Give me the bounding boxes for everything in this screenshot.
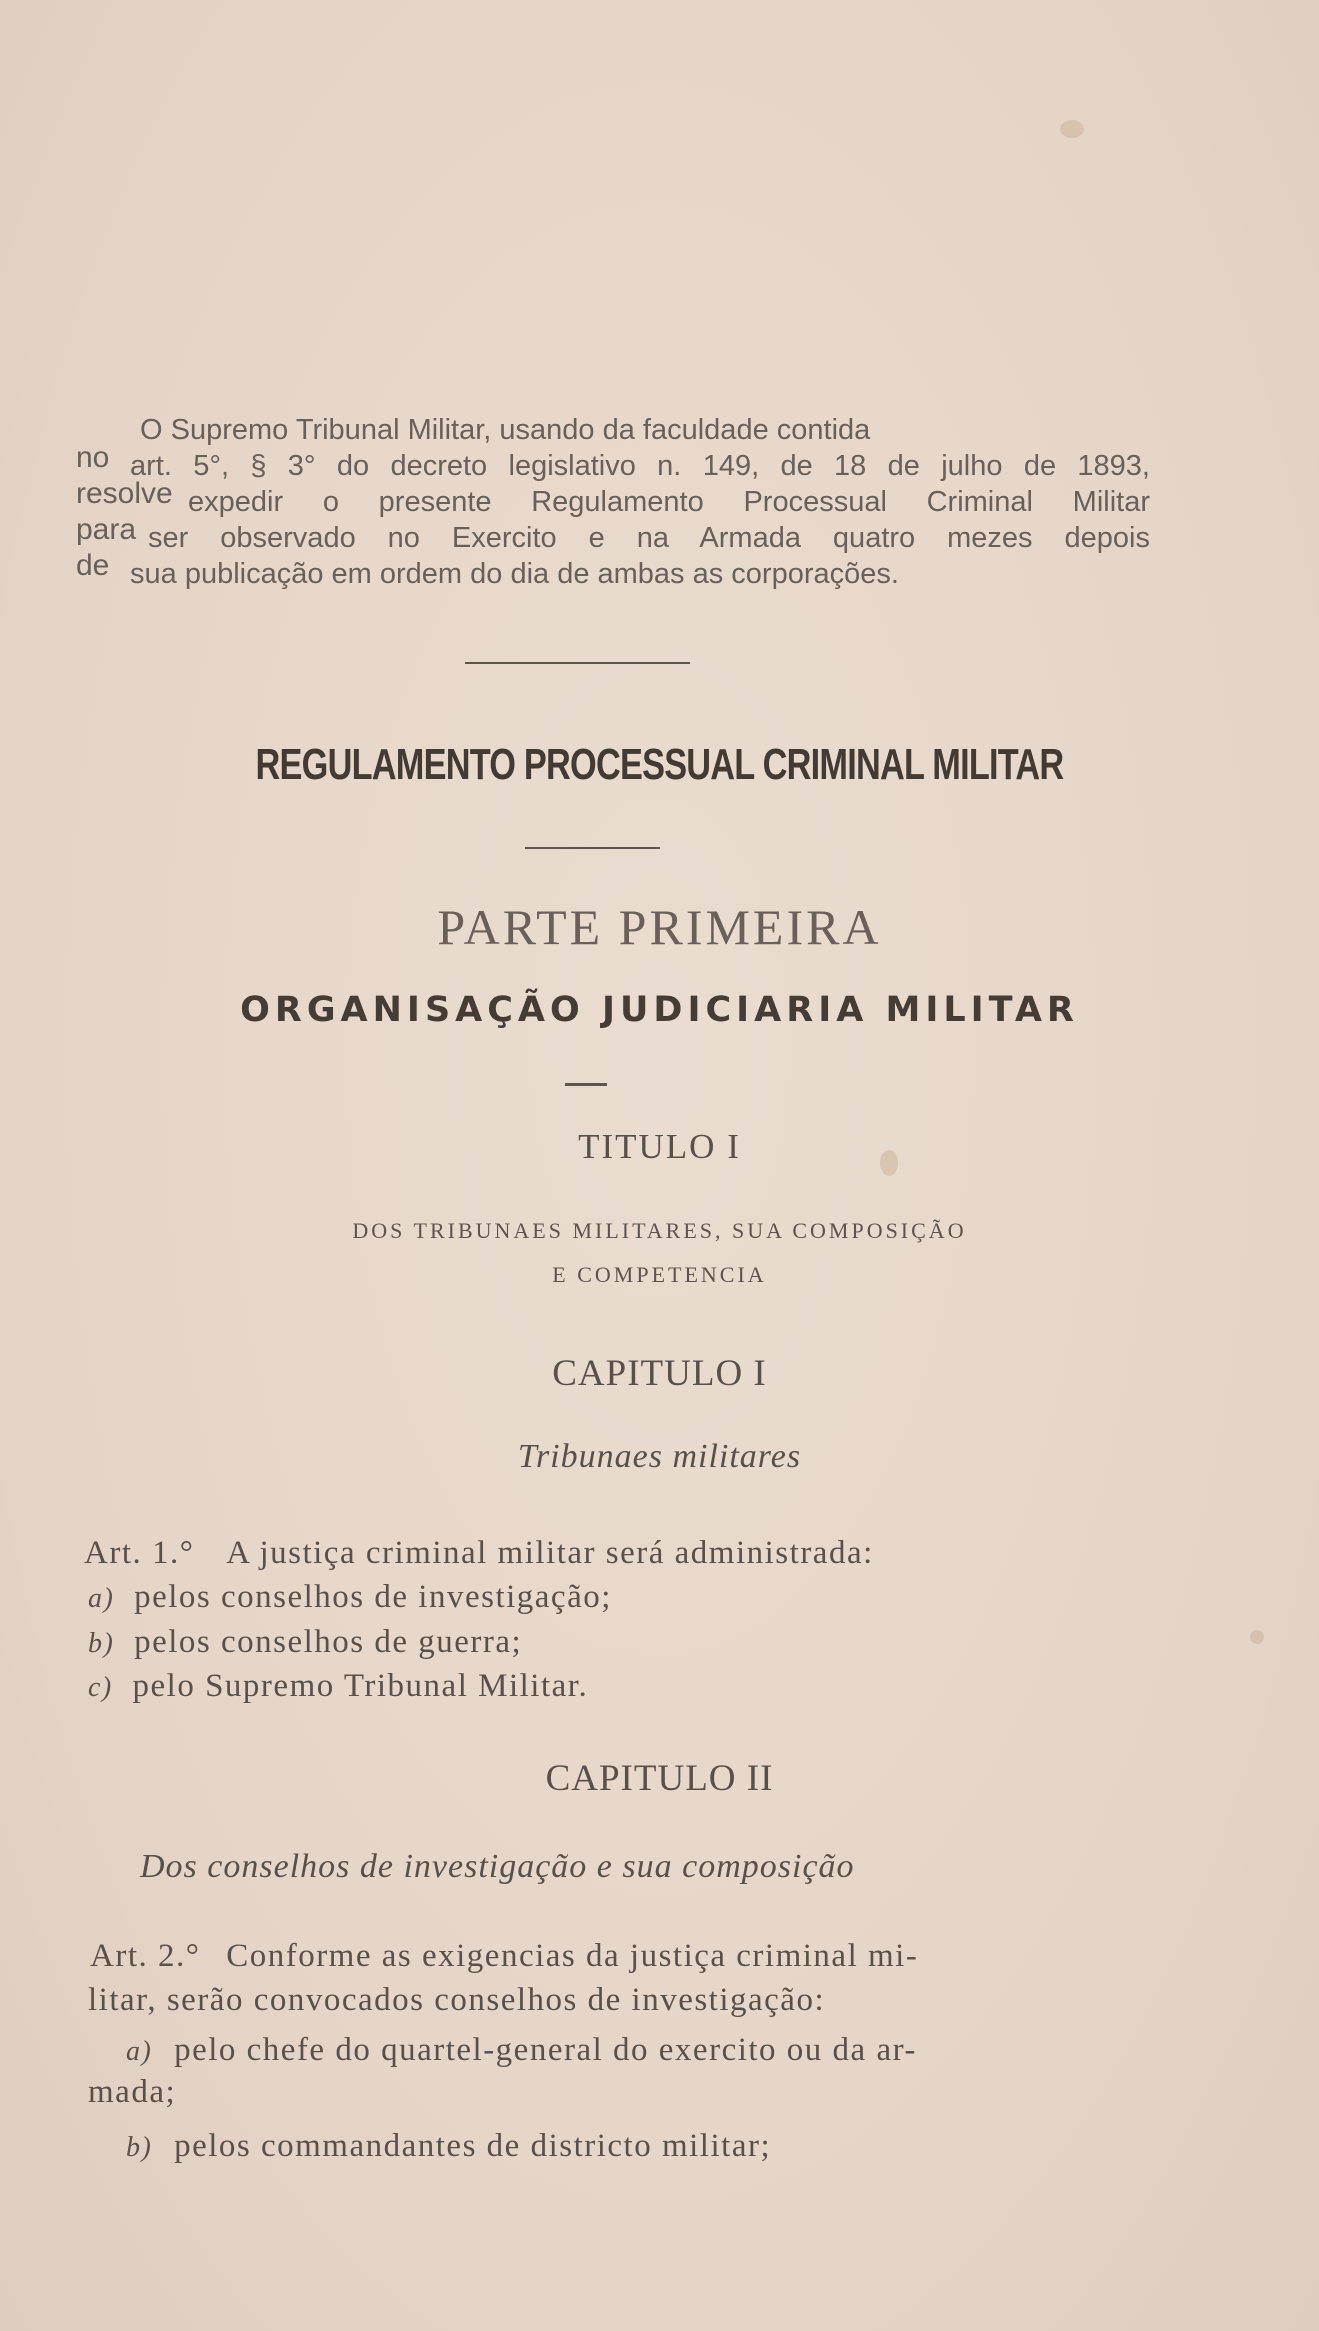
article-label: Art. 1.° <box>84 1535 195 1571</box>
intro-line: de sua publicação em ordem do dia de ambas as corporações. <box>76 549 899 590</box>
chapter-heading: CAPITULO II <box>545 1758 774 1799</box>
chapter-heading: CAPITULO I <box>552 1353 767 1394</box>
list-item: b) pelos conselhos de guerra; <box>88 1624 523 1660</box>
chapter-subheading: Dos conselhos de investigação e sua composição <box>140 1848 855 1885</box>
list-item: c) pelo Supremo Tribunal Militar. <box>88 1668 589 1704</box>
article-2-line: litar, serão convocados conselhos de investigação: <box>88 1982 826 2018</box>
part-subheading: ORGANISAÇÃO JUDICIARIA MILITAR <box>240 990 1079 1030</box>
part-heading: PARTE PRIMEIRA <box>437 899 882 955</box>
list-item: a) pelos conselhos de investigação; <box>88 1579 612 1615</box>
article-label: Art. 2.° <box>90 1938 201 1974</box>
title-subheading: DOS TRIBUNAES MILITARES, SUA COMPOSIÇÃO <box>352 1218 967 1243</box>
document-title: REGULAMENTO PROCESSUAL CRIMINAL MILITAR <box>255 740 1064 789</box>
divider-rule <box>465 662 690 664</box>
intro-line: resolve expedir o presente Regulamento Processual Criminal Militar <box>76 477 1150 518</box>
list-item-continuation: mada; <box>88 2074 177 2110</box>
chapter-subheading: Tribunaes militares <box>517 1438 802 1475</box>
divider-rule <box>565 1083 607 1086</box>
paper-stain <box>1250 1630 1264 1644</box>
intro-line: para ser observado no Exercito e na Armada quatro mezes depois <box>76 513 1150 554</box>
article-1 <box>84 1535 874 1572</box>
intro-line: O Supremo Tribunal Militar, usando da faculdade contida <box>140 414 871 446</box>
intro-paragraph <box>76 412 1150 592</box>
title-heading: TITULO I <box>578 1127 741 1166</box>
article-text: A justiça criminal militar será administrada: <box>226 1535 874 1571</box>
article-2-line: Art. 2.° Conforme as exigencias da justiça criminal mi- <box>90 1938 919 1974</box>
title-subheading: E COMPETENCIA <box>552 1262 767 1287</box>
list-item: a) pelo chefe do quartel-general do exercito ou da ar- <box>126 2032 917 2068</box>
list-item: b) pelos commandantes de districto militar; <box>126 2128 772 2164</box>
divider-rule <box>525 847 660 849</box>
intro-line: no art. 5°, § 3° do decreto legislativo n. 149, de 18 de julho de 1893, <box>76 441 1150 482</box>
paper-stain <box>1060 120 1084 138</box>
